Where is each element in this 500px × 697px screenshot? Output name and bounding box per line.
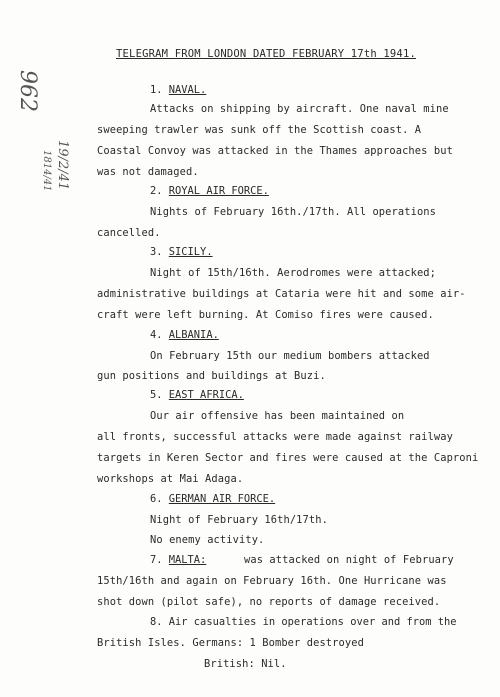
handwritten-reference: 1814/41: [41, 150, 52, 192]
section-number: 6.: [150, 493, 163, 505]
document-title: TELEGRAM FROM LONDON DATED FEBRUARY 17th 1941.: [116, 48, 416, 60]
section-1-line: was not damaged.: [97, 166, 199, 178]
section-2-line: cancelled.: [97, 227, 161, 239]
section-3-line: craft were left burning. At Comiso fires were caused.: [97, 309, 434, 321]
section-5-line: targets in Keren Sector and fires were caused at the Caproni: [97, 452, 479, 464]
section-3-line: Night of 15th/16th. Aerodromes were attacked;: [150, 267, 437, 279]
section-number: 1.: [150, 84, 163, 96]
section-7-line: 15th/16th and again on February 16th. One Hurricane was: [97, 575, 447, 587]
section-4-heading: [150, 329, 219, 341]
section-1-line: sweeping trawler was sunk off the Scottish coast. A: [97, 124, 422, 136]
section-5-line: all fronts, successful attacks were made against railway: [97, 431, 453, 443]
section-7-line: shot down (pilot safe), no reports of damage received.: [97, 596, 441, 608]
section-3-heading: [150, 246, 213, 258]
section-title: MALTA:: [168, 554, 207, 566]
section-5-heading: [150, 389, 244, 401]
section-title: EAST AFRICA.: [168, 389, 244, 401]
section-7-heading: [150, 554, 206, 566]
handwritten-number: 962: [15, 70, 40, 112]
section-3-line: administrative buildings at Cataria were hit and some air-: [97, 288, 466, 300]
section-4-line: gun positions and buildings at Buzi.: [97, 370, 326, 382]
section-6-heading: [150, 493, 275, 505]
section-number: 4.: [150, 329, 163, 341]
section-number: 5.: [150, 389, 163, 401]
section-title: GERMAN AIR FORCE.: [168, 493, 276, 505]
section-title: ALBANIA.: [168, 329, 219, 341]
section-2-line: Nights of February 16th./17th. All operations: [150, 206, 437, 218]
section-8-line: British Isles. Germans: 1 Bomber destroyed: [97, 637, 364, 649]
section-2-heading: [150, 185, 269, 197]
section-number: 3.: [150, 246, 163, 258]
section-8-heading: [150, 616, 457, 628]
section-title: NAVAL.: [168, 84, 207, 96]
section-5-line: Our air offensive has been maintained on: [150, 410, 405, 422]
section-title: SICILY.: [168, 246, 213, 258]
section-title: Air casualties in operations over and from the: [168, 616, 457, 628]
section-4-line: On February 15th our medium bombers attacked: [150, 350, 430, 362]
section-6-line: No enemy activity.: [150, 534, 265, 546]
section-1-heading: [150, 84, 206, 96]
section-1-line: Coastal Convoy was attacked in the Thames approaches but: [97, 145, 453, 157]
section-7-line: was attacked on night of February: [244, 554, 454, 566]
section-number: 7.: [150, 554, 163, 566]
handwritten-date: 19/2/41: [55, 140, 70, 191]
section-8-line: British: Nil.: [204, 658, 287, 670]
section-title: ROYAL AIR FORCE.: [168, 185, 269, 197]
section-number: 8.: [150, 616, 163, 628]
section-number: 2.: [150, 185, 163, 197]
section-1-line: Attacks on shipping by aircraft. One naval mine: [150, 103, 449, 115]
section-5-line: workshops at Mai Adaga.: [97, 473, 244, 485]
section-6-line: Night of February 16th/17th.: [150, 514, 328, 526]
